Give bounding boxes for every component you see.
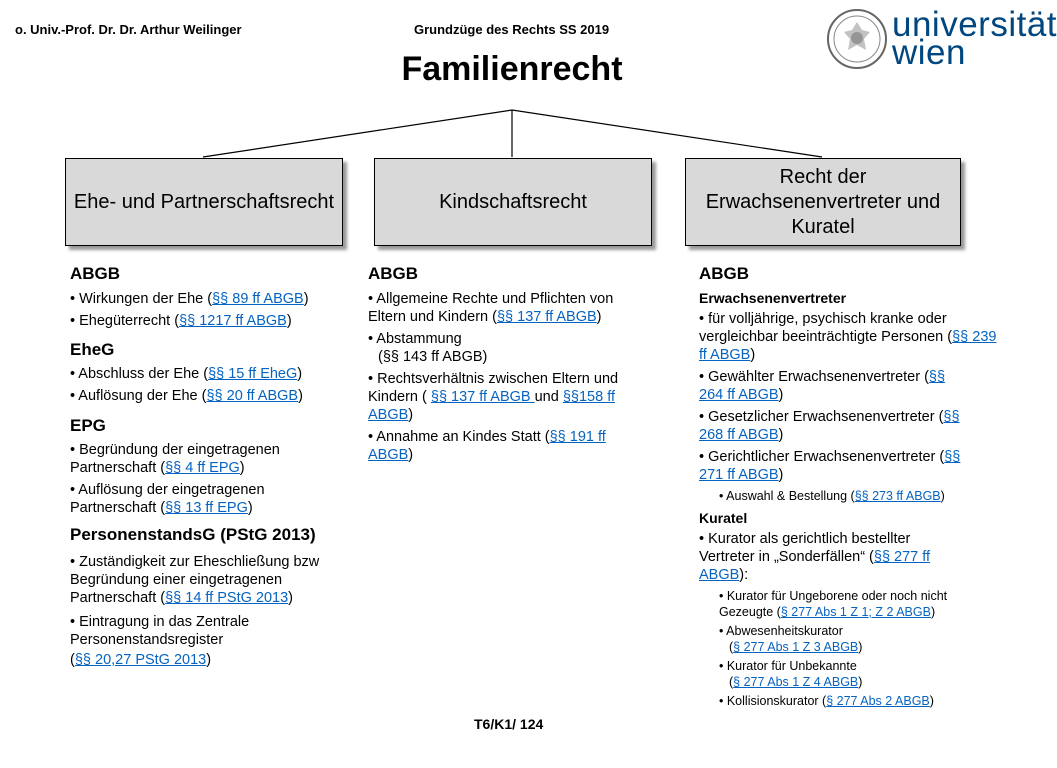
heading-eheg: EheG [70,340,115,359]
link-89-abgb[interactable]: §§ 89 ff ABGB [212,291,304,307]
heading-erwachsenenvertreter: Erwachsenenvertreter [699,290,847,306]
logo-line-wien: wien [892,33,966,72]
link-137-abgb-2[interactable]: §§ 137 ff ABGB [430,389,535,405]
list-item: • Abschluss der Ehe (§§ 15 ff EheG) [70,366,303,382]
list-item: • Gerichtlicher Erwachsenenvertreter (§§ 271 ff ABGB) [699,449,961,483]
list-item: • Begründung der eingetragenen Partnerschaft (§§ 4 ff EPG) [70,442,280,476]
list-item: • Eintragung in das Zentrale Personenstandsregister [70,614,250,648]
list-item: • Abstammung [368,331,462,347]
column-kindschaft [368,264,658,464]
heading-kuratel: Kuratel [699,510,748,526]
column-erwachsenenvertreter [699,264,999,709]
list-subitem: • Abwesenheitskurator [719,624,843,638]
list-item: • Annahme an Kindes Statt (§§ 191 ff ABGB) [368,429,606,463]
link-268-abgb[interactable]: §§ 268 ff ABGB [699,409,960,443]
list-subitem-paren: (§ 277 Abs 1 Z 4 ABGB) [729,675,863,689]
link-14-pstg[interactable]: §§ 14 ff PStG 2013 [165,590,289,606]
list-item: • Allgemeine Rechte und Pflichten von Eltern und Kindern (§§ 137 ff ABGB) [368,291,614,325]
column-ehe [70,264,370,669]
link-277-abs1-z3[interactable]: § 277 Abs 1 Z 3 ABGB [733,640,859,654]
list-item: • Auflösung der eingetragenen Partnerschaft (§§ 13 ff EPG) [70,482,265,516]
box-ehe-partnerschaftsrecht: Ehe- und Partnerschaftsrecht [65,158,343,246]
link-20-27-pstg[interactable]: §§ 20,27 PStG 2013 [74,652,207,668]
list-item-paren: (§§ 143 ff ABGB) [378,349,488,365]
list-item: (§§ 20,27 PStG 2013) [70,652,212,668]
list-item: • Kurator als gerichtlich bestellter Vertreter in „Sonderfällen“ (§§ 277 ff ABGB): [699,531,931,583]
link-277-abgb[interactable]: §§ 277 ff ABGB [699,549,931,583]
list-item: • Wirkungen der Ehe (§§ 89 ff ABGB) [70,291,309,307]
box-kindschaftsrecht: Kindschaftsrecht [374,158,652,246]
link-137-abgb[interactable]: §§ 137 ff ABGB [496,309,597,325]
heading-abgb: ABGB [368,264,419,283]
list-item: • für volljährige, psychisch kranke oder vergleichbar beeinträchtigte Personen (§§ 239 ff ABGB) [699,311,997,363]
heading-abgb: ABGB [70,264,121,283]
link-264-abgb[interactable]: §§ 264 ff ABGB [699,369,946,403]
link-271-abgb[interactable]: §§ 271 ff ABGB [699,449,961,483]
tree-connector [0,105,1024,165]
page-title: Familienrecht [401,50,623,88]
list-item: • Zuständigkeit zur Eheschließung bzw Begründung einer eingetragenen Partnerschaft (§§ 14 ff PStG 2013) [70,554,320,606]
list-subitem: • Kurator für Ungeborene oder noch nicht Gezeugte (§ 277 Abs 1 Z 1; Z 2 ABGB) [719,589,948,619]
list-item: • Gesetzlicher Erwachsenenvertreter (§§ 268 ff ABGB) [699,409,960,443]
slide-number: T6/K1/ 124 [474,716,544,732]
link-4-epg[interactable]: §§ 4 ff EPG [165,460,240,476]
link-277-abs2[interactable]: § 277 Abs 2 ABGB [826,694,930,708]
link-15-eheg[interactable]: §§ 15 ff EheG [208,366,298,382]
link-273-abgb[interactable]: §§ 273 ff ABGB [854,489,941,503]
list-subitem: • Kollisionskurator (§ 277 Abs 2 ABGB) [719,694,934,708]
heading-pstg: PersonenstandsG (PStG 2013) [70,525,316,544]
link-13-epg[interactable]: §§ 13 ff EPG [165,500,248,516]
list-item: • Gewählter Erwachsenenvertreter (§§ 264 ff ABGB) [699,369,946,403]
header-author: o. Univ.-Prof. Dr. Dr. Arthur Weilinger [15,22,242,37]
header-course: Grundzüge des Rechts SS 2019 [414,22,610,37]
link-277-abs1-z1-z2[interactable]: § 277 Abs 1 Z 1; Z 2 ABGB [780,605,931,619]
logo-line-universitaet: universität [892,5,1057,44]
list-item: • Rechtsverhältnis zwischen Eltern und Kindern ( §§ 137 ff ABGB und §§158 ff ABGB) [368,371,619,423]
link-20-abgb[interactable]: §§ 20 ff ABGB [206,388,299,404]
link-158-abgb[interactable]: §§158 ff ABGB [368,389,615,423]
heading-abgb: ABGB [699,264,750,283]
list-item: • Ehegüterrecht (§§ 1217 ff ABGB) [70,313,292,329]
box-erwachsenenvertreter-kuratel: Recht der Erwachsenenvertreter und Kuratel [685,158,961,246]
link-277-abs1-z4[interactable]: § 277 Abs 1 Z 4 ABGB [733,675,859,689]
heading-epg: EPG [70,416,106,435]
link-1217-abgb[interactable]: §§ 1217 ff ABGB [179,313,287,329]
link-191-abgb[interactable]: §§ 191 ff ABGB [368,429,606,463]
list-subitem: • Kurator für Unbekannte [719,659,857,673]
list-item: • Auflösung der Ehe (§§ 20 ff ABGB) [70,388,303,404]
list-subitem-paren: (§ 277 Abs 1 Z 3 ABGB) [729,640,863,654]
list-subitem: • Auswahl & Bestellung (§§ 273 ff ABGB) [719,489,945,503]
link-239-abgb[interactable]: §§ 239 ff ABGB [699,329,997,363]
